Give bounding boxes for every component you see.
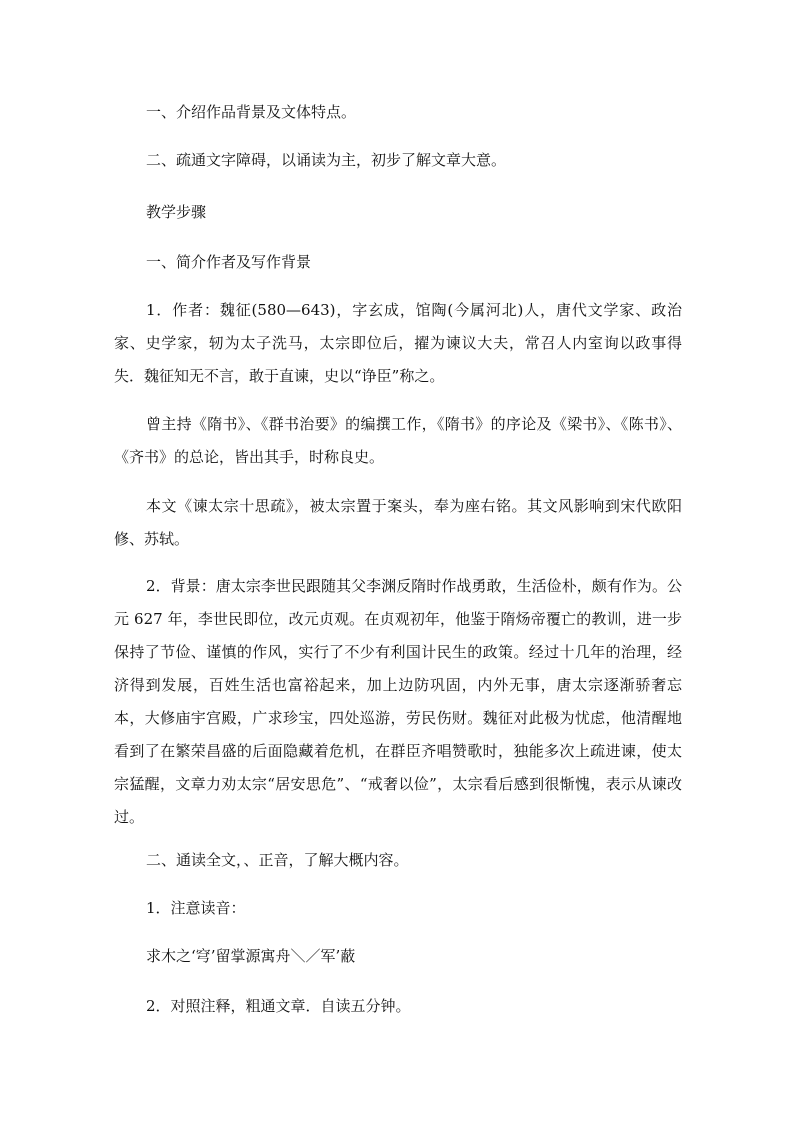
paragraph-objective-2: 二、疏通文字障碍，以诵读为主，初步了解文章大意。	[146, 151, 507, 169]
paragraph-objective-1: 一、介绍作品背景及文体特点。	[146, 103, 357, 121]
paragraph-step-1-heading: 一、简介作者及写作背景	[146, 253, 312, 271]
section-heading-steps: 教学步骤	[146, 203, 207, 221]
paragraph-pronunciation-items: 求木之‘穹’留掌源寓舟＼／军’蔽	[146, 947, 356, 965]
paragraph-step-2-heading: 二、通读全文，、正音，了解大概内容。	[146, 851, 409, 869]
paragraph-author: 1．作者：魏征(580—643)，字玄成，馆陶(今属河北)人，唐代文学家、政治家、史学家，轫为太子洗马，太宗即位后，擢为谏议大夫，常召人内室询以政事得失．魏征知无不言，敢于直谏，史以“诤臣”称之。	[114, 301, 682, 385]
paragraph-influence: 本文《谏太宗十思疏》，被太宗置于案头，奉为座右铭。其文风影响到宋代欧阳修、苏轼。	[114, 497, 682, 548]
paragraph-works: 曾主持《隋书》、《群书治要》的编撰工作，《隋书》的序论及《梁书》、《陈书》、《齐书》的总论，皆出其手，时称良史。	[114, 415, 682, 466]
paragraph-pronunciation-label: 1．注意读音：	[146, 899, 246, 917]
paragraph-background: 2．背景：唐太宗李世民跟随其父李渊反隋时作战勇敢，生活俭朴，颇有作为。公元 627 年，李世民即位，改元贞观。在贞观初年，他鉴于隋炀帝覆亡的教训，进一步保持了节俭、谨慎的作风，实行了不少有利国计民生的政策。经过十几年的治理，经济得到发展，百姓生活也富裕起来，加上边防巩固，内外无事，唐太宗逐渐骄奢忘本，大修庙宇宫殿，广求珍宝，四处巡游，劳民伤财。魏征对此极为忧虑，他清醒地看到了在繁荣昌盛的后面隐藏着危机，在群臣齐唱赞歌时，独能多次上疏进谏，使太宗猛醒，文章力劝太宗“居安思危”、“戒奢以俭”，太宗看后感到很惭愧，表示从谏改过。	[114, 577, 682, 826]
paragraph-reading-instruction: 2．对照注释，粗通文章．自读五分钟。	[146, 997, 411, 1015]
